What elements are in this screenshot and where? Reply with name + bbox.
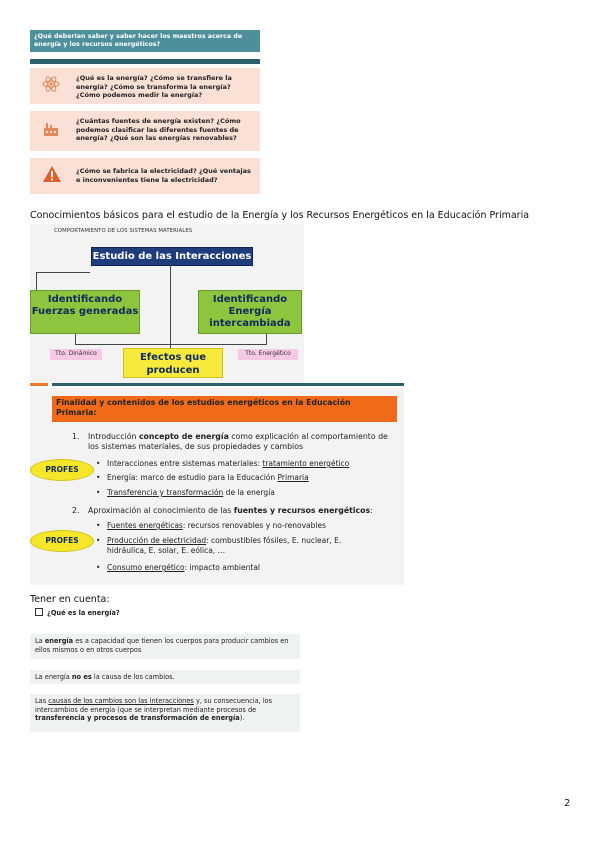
tag-dynamic: Tto. Dinámico xyxy=(50,349,102,360)
section-caption: Conocimientos básicos para el estudio de la Energía y los Recursos Energéticos en la Educación Primaria xyxy=(30,210,530,221)
diagram-heading: COMPORTAMIENTO DE LOS SISTEMAS MATERIALES xyxy=(54,228,193,234)
accent-rule xyxy=(30,383,48,386)
item-number: 1. xyxy=(72,432,80,441)
bullet-item: • Producción de electricidad: combustibles fósiles, E. nuclear, E. hidráulica, E. solar, E. eólica, … xyxy=(96,536,342,555)
tag-energetic: Tto. Energético xyxy=(238,349,298,360)
question-row: ¿Qué es la energía? xyxy=(30,605,300,620)
tener-label: Tener en cuenta: xyxy=(30,594,110,605)
question-card-sources xyxy=(30,111,260,151)
question-card-text: ¿Qué es la energía? ¿Cómo se transfiere la energía? ¿Cómo se transforma la energía? ¿Cómo podemos medir la energía? xyxy=(76,74,232,100)
connector-line xyxy=(75,334,76,344)
content-item-1: Introducción concepto de energía como explicación al comportamiento de los sistemas materiales, de sus propiedades y cambios xyxy=(88,432,388,451)
effects-box: Efectos que producen xyxy=(123,348,223,378)
question-card-text: ¿Cómo se fabrica la electricidad? ¿Qué ventajas e inconvenientes tiene la electricidad? xyxy=(76,167,251,184)
bullet-item: • Consumo energético: impacto ambiental xyxy=(96,563,261,572)
question-card-energy xyxy=(30,68,260,104)
checkbox-icon xyxy=(35,608,43,616)
connector-line xyxy=(36,272,37,290)
atom-icon xyxy=(42,75,60,97)
connector-line xyxy=(36,272,90,273)
question-card-text: ¿Cuántas fuentes de energía existen? ¿Cómo podemos clasificar las diferentes fuentes de energía? ¿Qué son las energías renovables? xyxy=(76,117,241,143)
factory-icon xyxy=(42,120,60,142)
bullet-item: • Fuentes energéticas: recursos renovables y no-renovables xyxy=(96,521,326,530)
section-divider xyxy=(52,383,404,386)
energy-box: Identificando Energía intercambiada xyxy=(198,290,302,334)
content-title: Finalidad y contenidos de los estudios energéticos en la Educación Primaria: xyxy=(52,396,397,422)
header-divider xyxy=(30,59,260,64)
bullet-item: • Transferencia y transformación de la energía xyxy=(96,488,275,497)
bullet-item: • Interacciones entre sistemas materiales: tratamiento energético xyxy=(96,459,350,468)
connector-line xyxy=(170,264,171,350)
connector-line xyxy=(75,344,267,345)
page-number: 2 xyxy=(564,798,571,809)
content-item-2: Aproximación al conocimiento de las fuentes y recursos energéticos: xyxy=(88,506,373,515)
item-number: 2. xyxy=(72,506,80,515)
questions-header: ¿Qué deberían saber y saber hacer los maestros acerca de energía y los recursos energéticos? xyxy=(30,30,260,52)
profes-badge: PROFES xyxy=(30,459,94,481)
note-box: La energía no es la causa de los cambios. xyxy=(30,670,300,684)
bullet-item: • Energía: marco de estudio para la Educación Primaria xyxy=(96,473,309,482)
definition-box: La energía es a capacidad que tienen los cuerpos para producir cambios en ellos mismos o en otros cuerpos xyxy=(30,634,300,659)
question-card-electricity xyxy=(30,158,260,194)
causes-box: Las causas de los cambios son las interacciones y, su consecuencia, los intercambios de energía (que se interpretan mediante procesos de transferencia y procesos de transformación de energía). xyxy=(30,694,300,732)
warning-icon xyxy=(42,165,62,187)
profes-badge: PROFES xyxy=(30,530,94,552)
connector-line xyxy=(266,334,267,344)
forces-box: Identificando Fuerzas generadas xyxy=(30,290,140,334)
diagram-title-box: Estudio de las Interacciones xyxy=(91,247,253,266)
